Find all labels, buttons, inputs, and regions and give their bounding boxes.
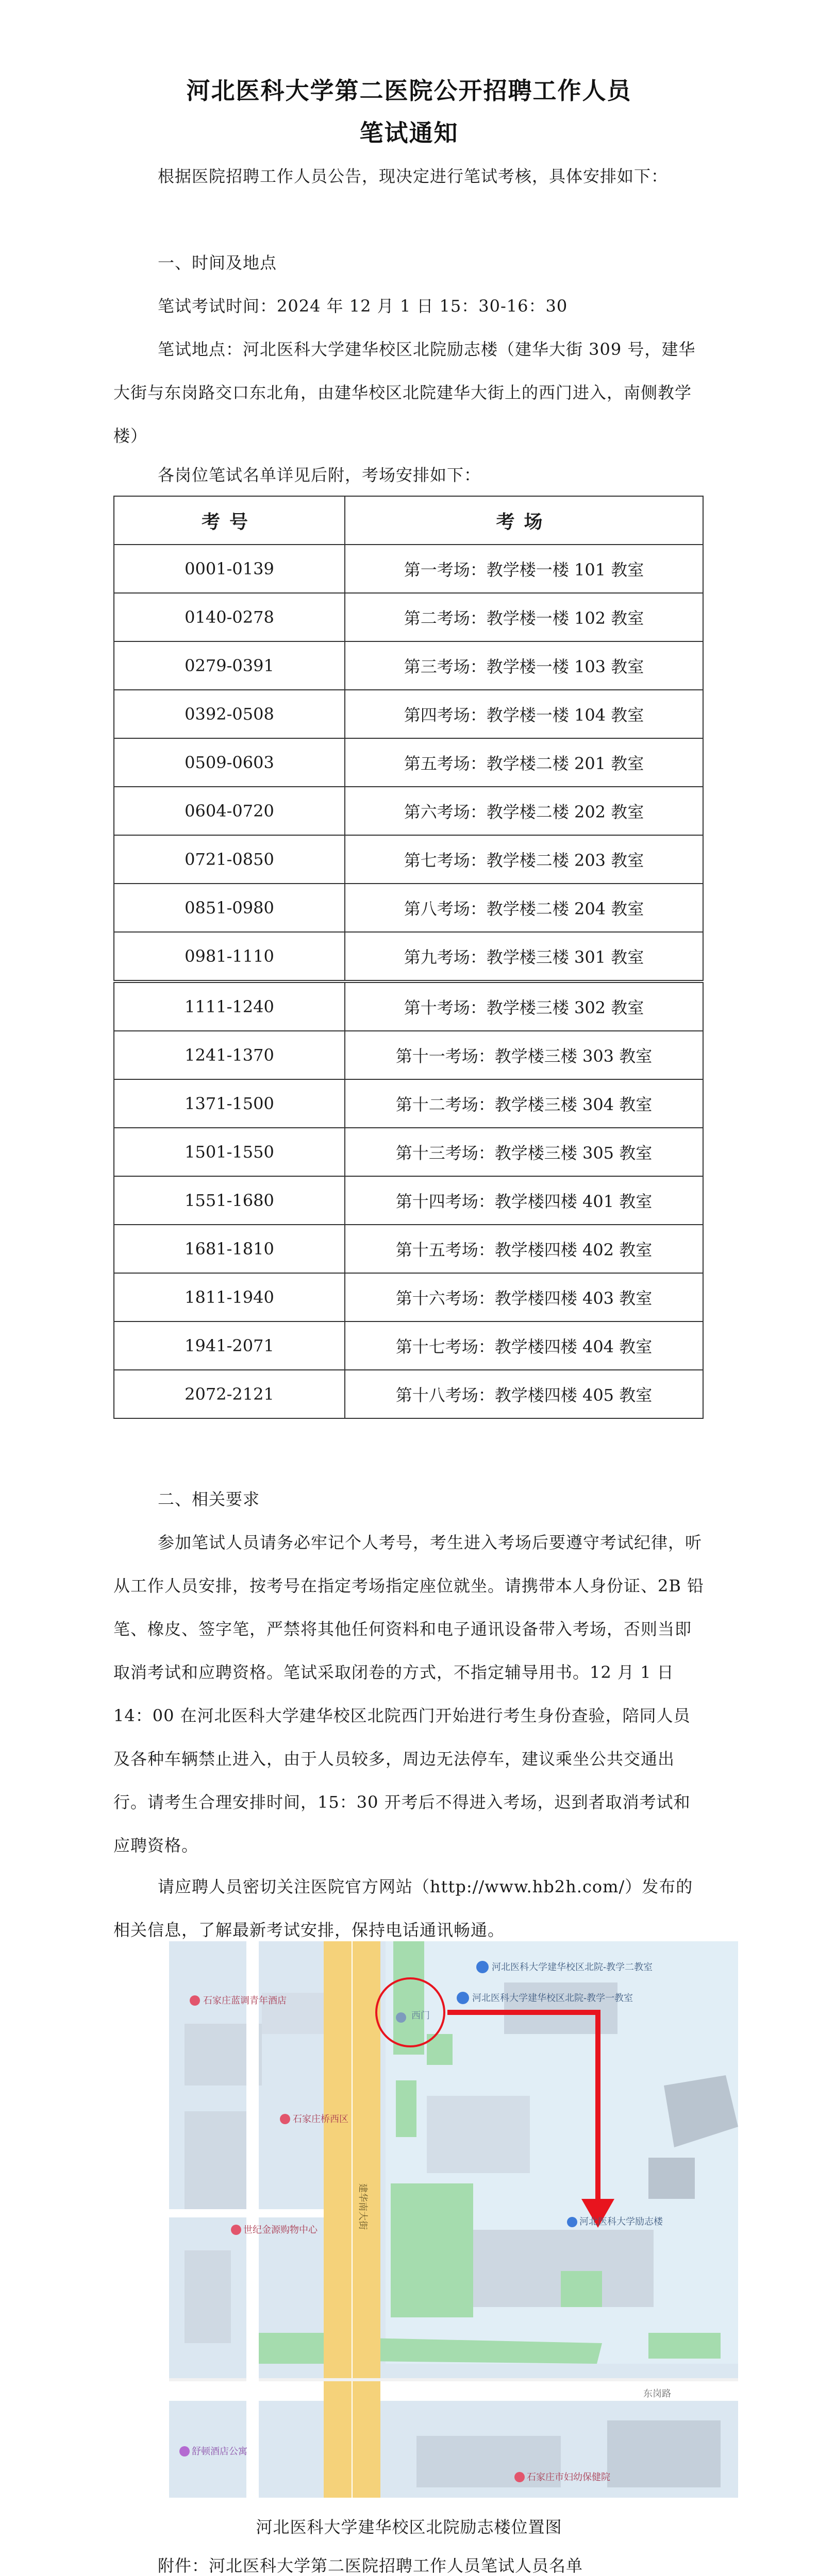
table-row bbox=[114, 1128, 703, 1176]
table-row bbox=[114, 1321, 703, 1370]
poi-pin-icon bbox=[514, 2472, 525, 2482]
exam-number-cell: 1681-1810 bbox=[114, 1225, 345, 1273]
exam-number-cell: 0392-0508 bbox=[114, 690, 345, 738]
header-number: 考号 bbox=[114, 496, 345, 545]
exam-number-cell: 0604-0720 bbox=[114, 787, 345, 835]
table-header-row bbox=[114, 496, 703, 545]
table-row bbox=[114, 835, 703, 884]
campus-pin-icon bbox=[457, 1992, 469, 2004]
exam-room-cell: 第十八考场：教学楼四楼 405 教室 bbox=[345, 1370, 703, 1418]
table-row bbox=[114, 981, 703, 1031]
exam-number-cell: 0721-0850 bbox=[114, 835, 345, 884]
exam-number-cell: 1111-1240 bbox=[114, 981, 345, 1031]
exam-room-cell: 第十六考场：教学楼四楼 403 教室 bbox=[345, 1273, 703, 1321]
poi-pin-icon bbox=[190, 1995, 200, 2006]
exam-number-cell: 0140-0278 bbox=[114, 593, 345, 641]
table-row bbox=[114, 1225, 703, 1273]
table-row bbox=[114, 884, 703, 932]
exam-number-cell: 0279-0391 bbox=[114, 641, 345, 690]
exam-room-cell: 第十二考场：教学楼三楼 304 教室 bbox=[345, 1079, 703, 1128]
map-label-poi-1: 石家庄蓝调青年酒店 bbox=[203, 1995, 287, 2006]
map-svg bbox=[169, 1941, 738, 2498]
exam-number-cell: 0001-0139 bbox=[114, 545, 345, 593]
table-row bbox=[114, 1176, 703, 1225]
header-room: 考场 bbox=[345, 496, 703, 545]
exam-room-cell: 第二考场：教学楼一楼 102 教室 bbox=[345, 593, 703, 641]
requirements-paragraph: 参加笔试人员请务必牢记个人考号，考生进入考场后要遵守考试纪律，听从工作人员安排，按考号在指定考场指定座位就坐。请携带本人身份证、2B 铅笔、橡皮、签字笔，严禁将其他任何资料和电子通讯设备带入考场，否则当即取消考试和应聘资格。笔试采取闭卷的方式，不指定辅导用书。12 月 1 日 14：00 在河北医科大学建华校区北院西门开始进行考生身份查验，陪同人员及各种车辆禁止进入，由于人员较多，周边无法停车，建议乘坐公共交通出行。请考生合理安排时间，15：30 开考后不得进入考场，迟到者取消考试和应聘资格。 bbox=[113, 1533, 705, 1855]
exam-room-cell: 第十五考场：教学楼四楼 402 教室 bbox=[345, 1225, 703, 1273]
exam-room-cell: 第一考场：教学楼一楼 101 教室 bbox=[345, 545, 703, 593]
table-row bbox=[114, 1031, 703, 1079]
gate-pin-icon bbox=[396, 2012, 406, 2023]
exam-room-cell: 第十三考场：教学楼三楼 305 教室 bbox=[345, 1128, 703, 1176]
building-pin-icon bbox=[567, 2217, 577, 2227]
section2-heading: 二、相关要求 bbox=[158, 1489, 260, 1509]
exam-number-cell: 1811-1940 bbox=[114, 1273, 345, 1321]
exam-number-cell: 1371-1500 bbox=[114, 1079, 345, 1128]
exam-number-cell: 2072-2121 bbox=[114, 1370, 345, 1418]
campus-pin-icon bbox=[476, 1961, 489, 1973]
exam-number-cell: 1551-1680 bbox=[114, 1176, 345, 1225]
table-row bbox=[114, 787, 703, 835]
table-row bbox=[114, 593, 703, 641]
table-body bbox=[114, 545, 703, 1418]
map-label-west-gate: 西门 bbox=[411, 2010, 430, 2021]
map-label-street-h: 东岗路 bbox=[643, 2388, 671, 2399]
table-row bbox=[114, 738, 703, 787]
exam-room-cell: 第五考场：教学楼二楼 201 教室 bbox=[345, 738, 703, 787]
location-map bbox=[169, 1941, 738, 2498]
exam-place: 笔试地点：河北医科大学建华校区北院励志楼（建华大街 309 号，建华大街与东岗路交口东北角，由建华校区北院建华大街上的西门进入，南侧教学楼） bbox=[113, 340, 696, 446]
exam-room-cell: 第六考场：教学楼二楼 202 教室 bbox=[345, 787, 703, 835]
exam-number-cell: 0509-0603 bbox=[114, 738, 345, 787]
table-row bbox=[114, 690, 703, 738]
map-label-street-v: 建华南大街 bbox=[358, 2183, 368, 2230]
exam-room-cell: 第三考场：教学楼一楼 103 教室 bbox=[345, 641, 703, 690]
table-row bbox=[114, 641, 703, 690]
exam-number-cell: 1941-2071 bbox=[114, 1321, 345, 1370]
exam-room-cell: 第十考场：教学楼三楼 302 教室 bbox=[345, 981, 703, 1031]
exam-room-cell: 第九考场：教学楼三楼 301 教室 bbox=[345, 932, 703, 981]
exam-number-cell: 0981-1110 bbox=[114, 932, 345, 981]
table-row bbox=[114, 1370, 703, 1418]
map-label-campus-a: 河北医科大学建华校区北院-教学二教室 bbox=[492, 1962, 653, 1972]
title-line1: 河北医科大学第二医院公开招聘工作人员 bbox=[186, 77, 632, 105]
poi-pin-icon bbox=[179, 2446, 190, 2456]
intro-paragraph: 根据医院招聘工作人员公告，现决定进行笔试考核，具体安排如下： bbox=[158, 166, 669, 186]
map-label-poi-4: 河北医科大学励志楼 bbox=[579, 2216, 663, 2227]
title-line2: 笔试通知 bbox=[359, 119, 459, 147]
map-label-poi-2: 石家庄桥西区 bbox=[293, 2114, 348, 2124]
exam-number-cell: 1501-1550 bbox=[114, 1128, 345, 1176]
exam-room-table bbox=[113, 496, 704, 1419]
poi-pin-icon bbox=[231, 2225, 241, 2235]
map-label-poi-6: 舒顿酒店公寓 bbox=[192, 2446, 247, 2456]
map-caption: 河北医科大学建华校区北院励志楼位置图 bbox=[256, 2517, 562, 2537]
table-row bbox=[114, 1079, 703, 1128]
exam-time: 笔试考试时间：2024 年 12 月 1 日 15：30-16：30 bbox=[158, 296, 568, 316]
table-row bbox=[114, 932, 703, 981]
table-row bbox=[114, 545, 703, 593]
exam-room-cell: 第四考场：教学楼一楼 104 教室 bbox=[345, 690, 703, 738]
exam-room-cell: 第七考场：教学楼二楼 203 教室 bbox=[345, 835, 703, 884]
attachment-note: 附件：河北医科大学第二医院招聘工作人员笔试人员名单 bbox=[158, 2556, 583, 2575]
map-label-campus-b: 河北医科大学建华校区北院-教学一教室 bbox=[472, 1993, 633, 2003]
exam-room-cell: 第八考场：教学楼二楼 204 教室 bbox=[345, 884, 703, 932]
exam-room-cell: 第十四考场：教学楼四楼 401 教室 bbox=[345, 1176, 703, 1225]
table-row bbox=[114, 1273, 703, 1321]
map-label-poi-5: 石家庄市妇幼保健院 bbox=[527, 2472, 610, 2482]
exam-room-cell: 第十一考场：教学楼三楼 303 教室 bbox=[345, 1031, 703, 1079]
exam-room-cell: 第十七考场：教学楼四楼 404 教室 bbox=[345, 1321, 703, 1370]
website-note: 请应聘人员密切关注医院官方网站（http://www.hb2h.com/）发布的相关信息，了解最新考试安排，保持电话通讯畅通。 bbox=[113, 1877, 693, 1940]
poi-pin-icon bbox=[280, 2114, 290, 2124]
exam-number-cell: 1241-1370 bbox=[114, 1031, 345, 1079]
list-note: 各岗位笔试名单详见后附，考场安排如下： bbox=[158, 465, 481, 485]
map-label-poi-3: 世纪金源购物中心 bbox=[243, 2225, 318, 2235]
exam-number-cell: 0851-0980 bbox=[114, 884, 345, 932]
section1-heading: 一、时间及地点 bbox=[158, 253, 277, 273]
